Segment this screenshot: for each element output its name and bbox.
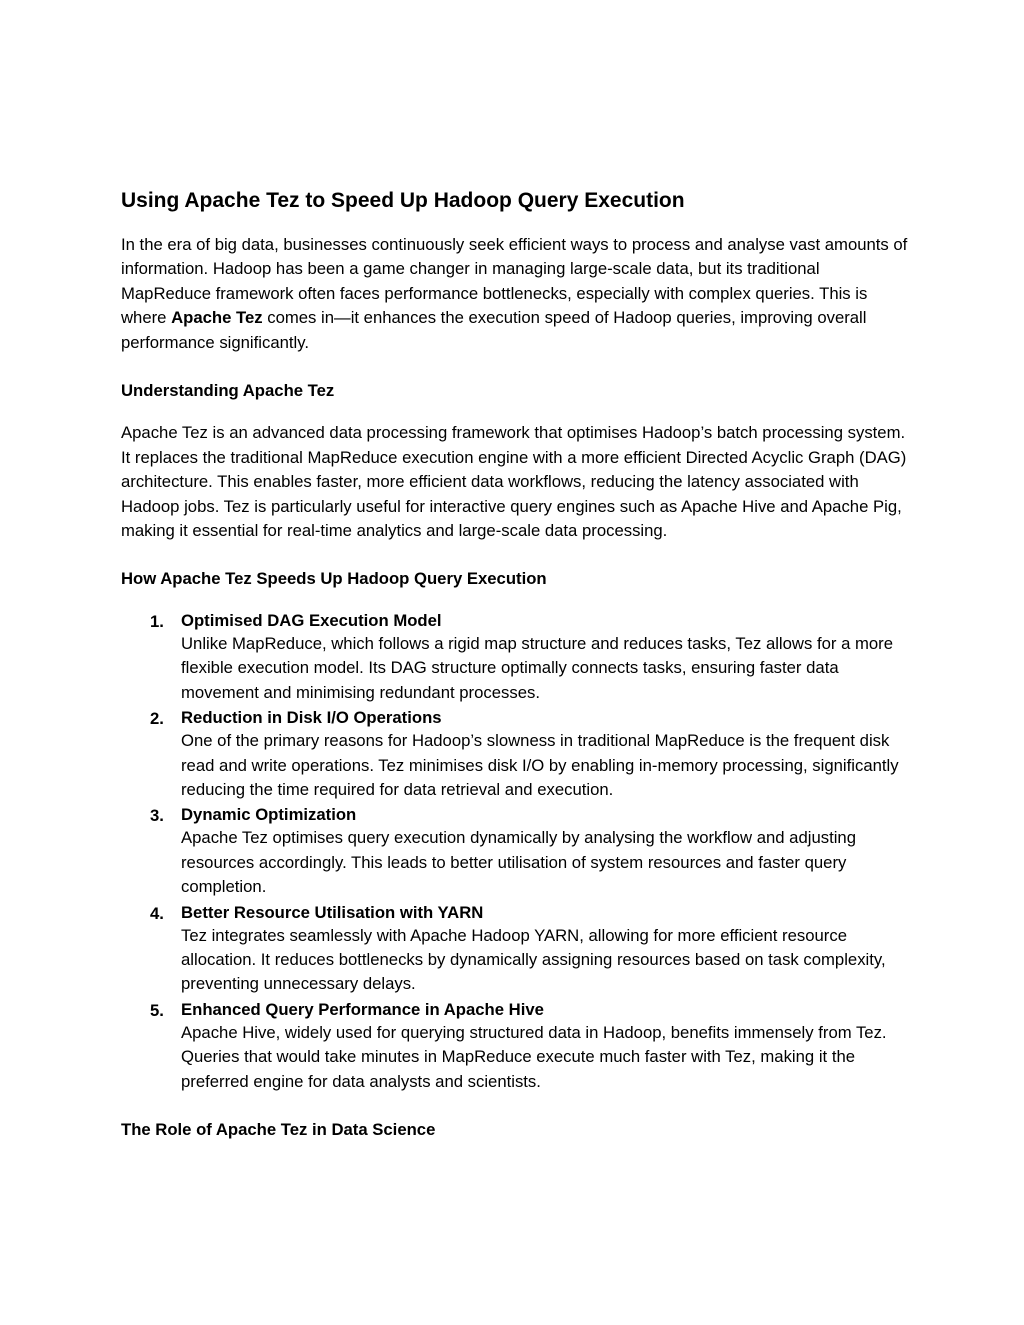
list-item xyxy=(121,610,911,705)
section-heading-data-science: The Role of Apache Tez in Data Science xyxy=(121,1119,436,1139)
intro-text-before: In the era of big data, businesses continuously seek efficient ways to process and analyse vast amounts of information. Hadoop has been a game changer in managing large-scale data, but its traditional MapReduce framework often faces performance bottlenecks, especially with complex queries. This is where xyxy=(121,235,908,328)
list-item xyxy=(121,999,911,1094)
list-item-text: One of the primary reasons for Hadoop’s slowness in traditional MapReduce is the frequent disk read and write operations. Tez minimises disk I/O by enabling in-memory processing, significantly reducing the time required for data retrieval and execution. xyxy=(181,731,899,799)
page-title: Using Apache Tez to Speed Up Hadoop Query Execution xyxy=(121,189,685,212)
intro-text-after: comes in—it enhances the execution speed of Hadoop queries, improving overall performance significantly. xyxy=(121,308,867,352)
list-item-title: Reduction in Disk I/O Operations xyxy=(181,708,442,728)
list-item-number: 2. xyxy=(150,709,164,729)
list-item-text: Apache Tez optimises query execution dynamically by analysing the workflow and adjusting resources accordingly. This leads to better utilisation of system resources and faster query completion. xyxy=(181,828,856,897)
list-item-number: 3. xyxy=(150,806,164,826)
list-item-number: 5. xyxy=(150,1000,164,1020)
list-item-number: 1. xyxy=(150,611,164,631)
list-item-text: Unlike MapReduce, which follows a rigid map structure and reduces tasks, Tez allows for a more flexible execution model. Its DAG structure optimally connects tasks, ensuring faster data movement and minimising redundant processes. xyxy=(181,633,894,702)
numbered-list xyxy=(121,610,911,1094)
section-heading-how-tez-speeds-up: How Apache Tez Speeds Up Hadoop Query Execution xyxy=(121,569,547,589)
list-item-title: Dynamic Optimization xyxy=(181,805,357,825)
intro-bold-term: Apache Tez xyxy=(171,308,263,328)
intro-paragraph xyxy=(121,233,911,355)
list-item-text: Tez integrates seamlessly with Apache Hadoop YARN, allowing for more efficient resource allocation. It reduces bottlenecks by dynamically assigning resources based on task complexity, preventing unnecessary delays. xyxy=(181,925,886,994)
list-item xyxy=(121,707,911,802)
list-item xyxy=(121,902,911,997)
document-content xyxy=(121,186,911,1142)
list-item-number: 4. xyxy=(150,903,164,923)
list-item xyxy=(121,804,911,899)
list-item-title: Better Resource Utilisation with YARN xyxy=(181,902,484,922)
list-item-text: Apache Hive, widely used for querying structured data in Hadoop, benefits immensely from Tez. Queries that would take minutes in MapReduce execute much faster with Tez, making it the preferred engine for data analysts and scientists. xyxy=(181,1022,887,1091)
section-heading-understanding: Understanding Apache Tez xyxy=(121,381,335,401)
section-paragraph-understanding: Apache Tez is an advanced data processing framework that optimises Hadoop’s batch processing system. It replaces the traditional MapReduce execution engine with a more efficient Directed Acyclic Graph (DAG) architecture. This enables faster, more efficient data workflows, reducing the latency associated with Hadoop jobs. Tez is particularly useful for interactive query engines such as Apache Hive and Apache Pig, making it essential for real-time analytics and large-scale data processing. xyxy=(121,423,907,541)
list-item-title: Enhanced Query Performance in Apache Hive xyxy=(181,999,544,1019)
list-item-title: Optimised DAG Execution Model xyxy=(181,610,442,630)
